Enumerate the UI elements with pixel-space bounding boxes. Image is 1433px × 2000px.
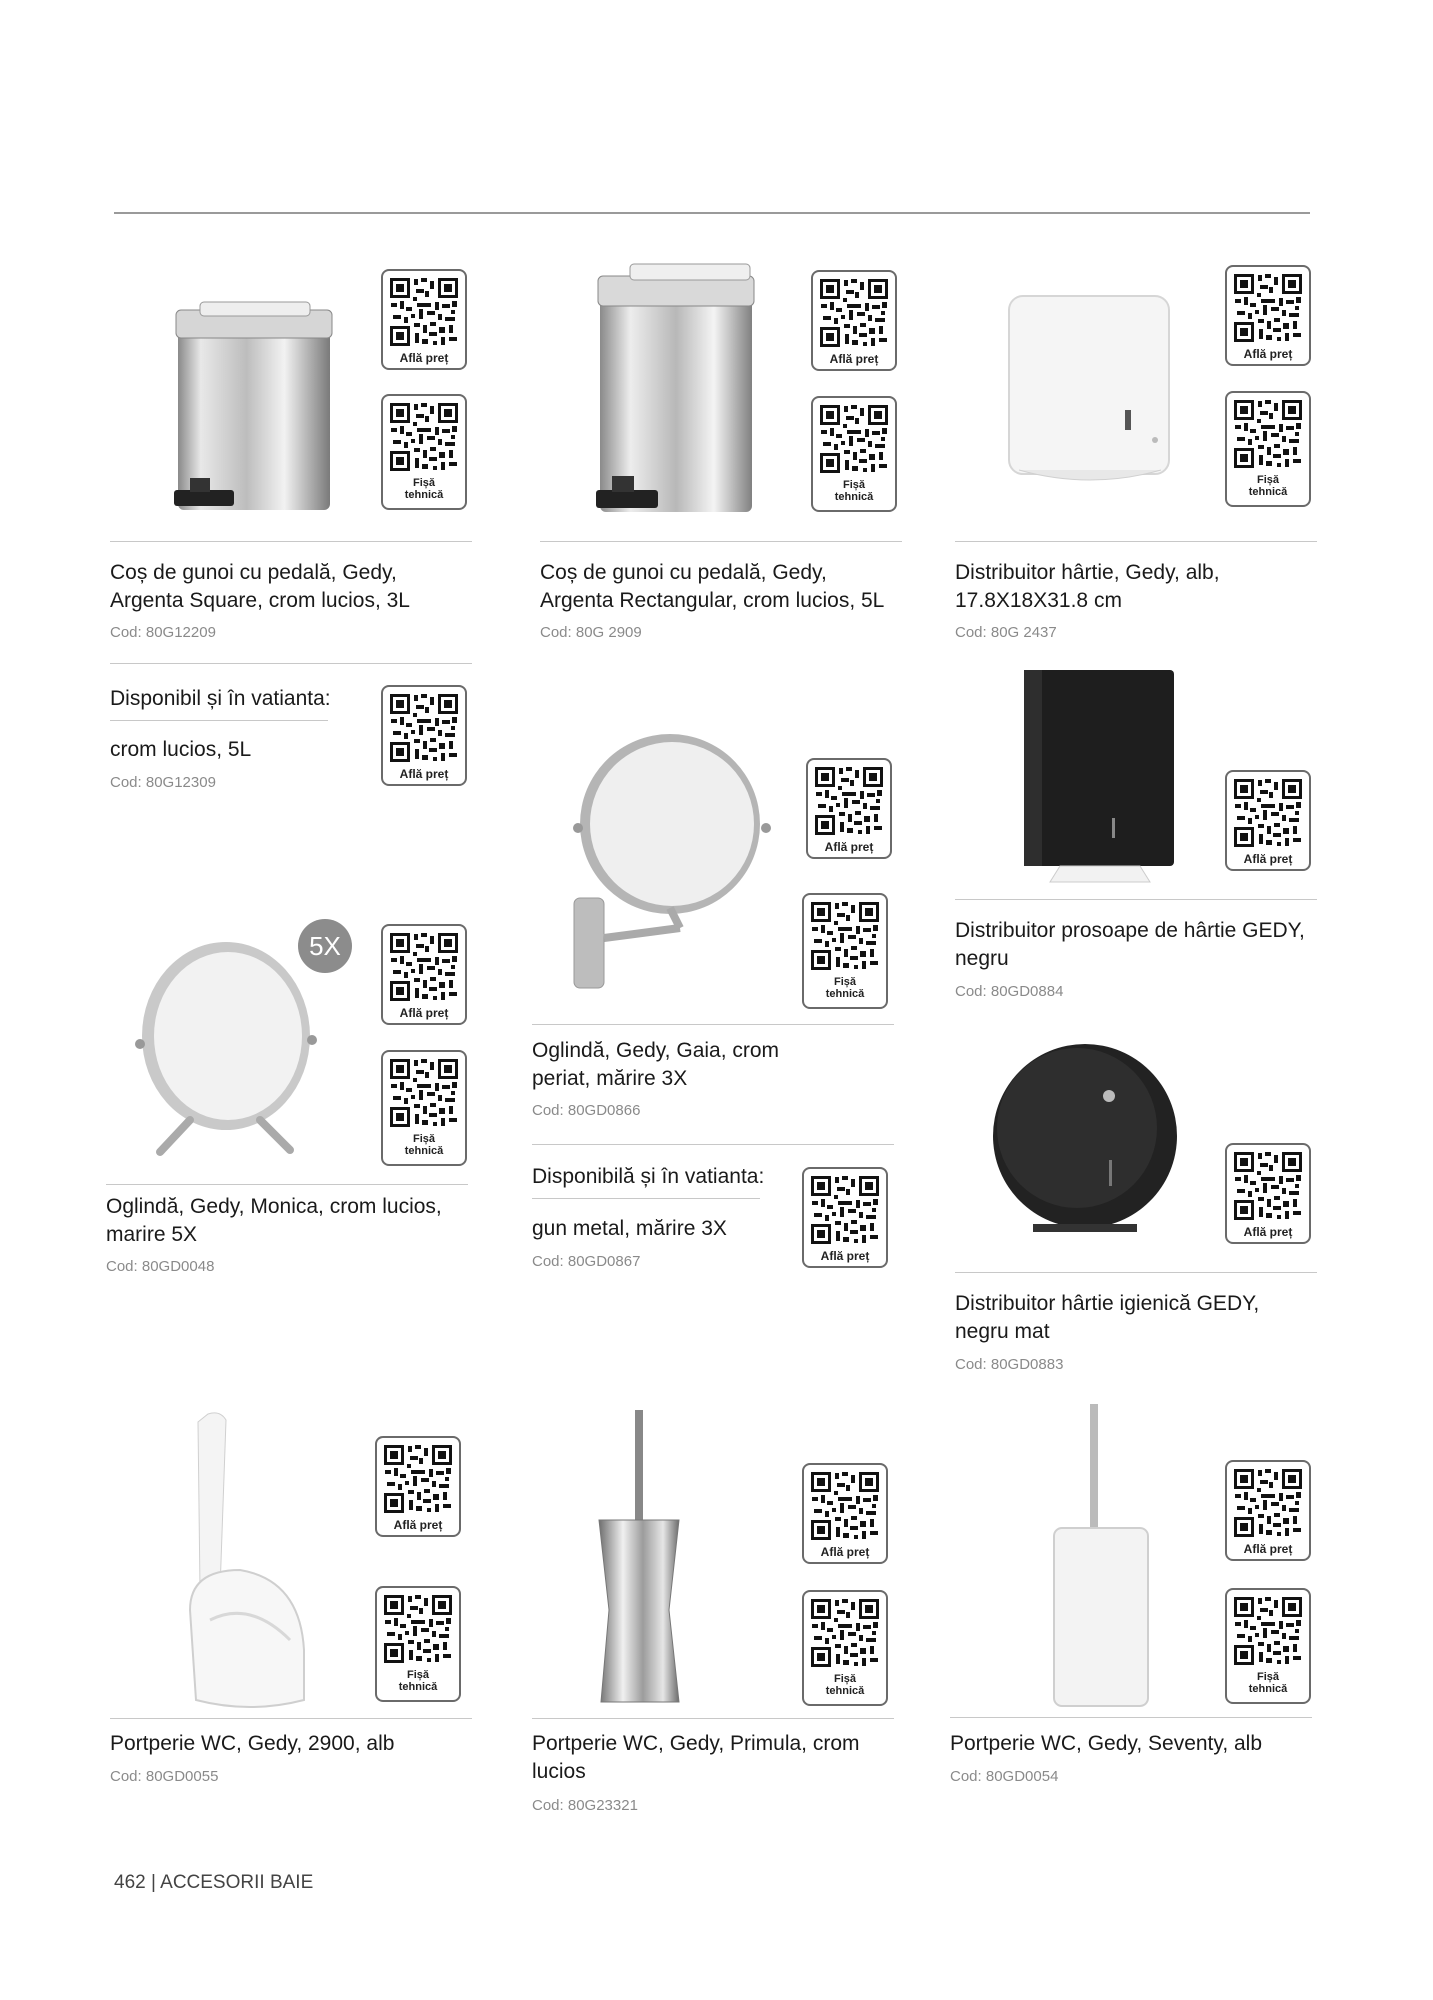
qr-price-code[interactable] [1225, 1460, 1311, 1561]
qr-price-code[interactable] [381, 924, 467, 1025]
divider [955, 1272, 1317, 1273]
divider [110, 1718, 472, 1719]
qr-price-label: Află preț [1243, 347, 1293, 361]
divider [540, 541, 902, 542]
qr-technical-sheet[interactable] [375, 1586, 461, 1702]
qr-price-code[interactable] [381, 685, 467, 786]
product-title: Portperie WC, Gedy, Primula, crom lucios [532, 1732, 860, 1783]
qr-sheet-label-2: tehnică [404, 489, 444, 501]
divider [106, 1184, 468, 1185]
qr-technical-sheet[interactable] [1225, 391, 1311, 507]
qr-sheet-label-2: tehnică [825, 988, 865, 1000]
qr-code-icon [819, 278, 889, 348]
qr-sheet-label-2: tehnică [404, 1145, 444, 1157]
qr-price-label: Află preț [399, 1006, 449, 1020]
magnification-badge: 5X [298, 919, 352, 973]
product-image-mirror-monica [120, 920, 320, 1160]
qr-price-code[interactable] [802, 1463, 888, 1564]
product-image-wc-brush-primula [595, 1410, 685, 1710]
product-code: Cod: 80GD0055 [110, 1768, 219, 1785]
qr-price-code[interactable] [1225, 265, 1311, 366]
qr-technical-sheet[interactable] [381, 1050, 467, 1166]
product-image-paper-dispenser-white [1005, 290, 1175, 490]
qr-code-icon [814, 766, 884, 836]
variant-code: Cod: 80G12309 [110, 774, 216, 791]
qr-price-code[interactable] [806, 758, 892, 859]
qr-sheet-label-1: Fișă [842, 479, 865, 491]
variant-code: Cod: 80GD0867 [532, 1253, 641, 1270]
product-title: Coș de gunoi cu pedală, Gedy, Argenta Rectangular, crom lucios, 5L [540, 561, 885, 612]
qr-code-icon [389, 1058, 459, 1128]
qr-price-code[interactable] [802, 1167, 888, 1268]
qr-technical-sheet[interactable] [381, 394, 467, 510]
qr-price-label: Află preț [393, 1518, 443, 1532]
qr-price-label: Află preț [1243, 852, 1293, 866]
qr-price-code[interactable] [1225, 1143, 1311, 1244]
divider [955, 899, 1317, 900]
product-code: Cod: 80GD0866 [532, 1102, 641, 1119]
qr-sheet-label-2: tehnică [834, 491, 874, 503]
qr-code-icon [1233, 1151, 1303, 1221]
qr-price-label: Află preț [399, 767, 449, 781]
product-image-wc-brush-2900 [180, 1410, 320, 1720]
qr-code-icon [810, 1471, 880, 1541]
top-rule [114, 212, 1310, 214]
qr-sheet-label-1: Fișă [1256, 1671, 1279, 1683]
product-image-trash-bin-square [170, 300, 340, 520]
product-code: Cod: 80G 2437 [955, 624, 1057, 641]
divider [110, 663, 472, 664]
qr-code-icon [819, 404, 889, 474]
qr-code-icon [389, 693, 459, 763]
product-title: Oglindă, Gedy, Monica, crom lucios, marire 5X [106, 1195, 442, 1246]
qr-technical-sheet[interactable] [802, 893, 888, 1009]
variant-heading: Disponibilă și în vatianta: [532, 1165, 765, 1188]
qr-sheet-label-1: Fișă [1256, 474, 1279, 486]
qr-sheet-label-1: Fișă [833, 976, 856, 988]
product-title: Distribuitor hârtie, Gedy, alb, 17.8X18X31.8 cm [955, 561, 1220, 612]
product-image-towel-dispenser-black [1020, 668, 1180, 888]
product-image-mirror-gaia [560, 728, 800, 998]
qr-code-icon [1233, 273, 1303, 343]
qr-sheet-label-2: tehnică [1248, 1683, 1288, 1695]
qr-price-label: Află preț [829, 352, 879, 366]
qr-price-code[interactable] [811, 270, 897, 371]
qr-code-icon [1233, 399, 1303, 469]
divider-short [110, 720, 328, 721]
product-code: Cod: 80GD0883 [955, 1356, 1064, 1373]
product-code: Cod: 80GD0048 [106, 1258, 215, 1275]
divider [110, 541, 472, 542]
qr-sheet-label-1: Fișă [412, 1133, 435, 1145]
qr-sheet-label-1: Fișă [406, 1669, 429, 1681]
qr-sheet-label-2: tehnică [825, 1685, 865, 1697]
product-code: Cod: 80G 2909 [540, 624, 642, 641]
qr-price-label: Află preț [399, 351, 449, 365]
product-code: Cod: 80GD0054 [950, 1768, 1059, 1785]
product-title: Portperie WC, Gedy, 2900, alb [110, 1732, 395, 1755]
product-code: Cod: 80G23321 [532, 1797, 638, 1814]
product-image-trash-bin-rectangular [590, 262, 770, 522]
qr-technical-sheet[interactable] [811, 396, 897, 512]
qr-technical-sheet[interactable] [1225, 1588, 1311, 1704]
qr-price-label: Află preț [1243, 1542, 1293, 1556]
qr-code-icon [810, 1175, 880, 1245]
qr-code-icon [1233, 1596, 1303, 1666]
qr-price-code[interactable] [375, 1436, 461, 1537]
variant-name: crom lucios, 5L [110, 738, 252, 761]
product-title: Coș de gunoi cu pedală, Gedy, Argenta Square, crom lucios, 3L [110, 561, 410, 612]
qr-sheet-label-1: Fișă [833, 1673, 856, 1685]
divider [532, 1144, 894, 1145]
product-image-toilet-paper-dispenser-black [985, 1040, 1185, 1240]
qr-price-label: Află preț [1243, 1225, 1293, 1239]
divider [950, 1717, 1312, 1718]
qr-code-icon [810, 1598, 880, 1668]
qr-sheet-label-2: tehnică [1248, 486, 1288, 498]
qr-price-label: Află preț [820, 1249, 870, 1263]
variant-name: gun metal, mărire 3X [532, 1217, 727, 1240]
product-title: Portperie WC, Gedy, Seventy, alb [950, 1732, 1263, 1755]
qr-code-icon [389, 402, 459, 472]
variant-heading: Disponibil și în vatianta: [110, 687, 331, 710]
page-footer: 462 | ACCESORII BAIE [114, 1872, 314, 1893]
qr-price-code[interactable] [1225, 770, 1311, 871]
product-title: Oglindă, Gedy, Gaia, crom periat, mărire 3X [532, 1039, 780, 1090]
qr-code-icon [389, 932, 459, 1002]
qr-code-icon [810, 901, 880, 971]
product-title: Distribuitor prosoape de hârtie GEDY, negru [955, 919, 1305, 970]
qr-code-icon [389, 277, 459, 347]
qr-price-label: Află preț [820, 1545, 870, 1559]
qr-code-icon [383, 1444, 453, 1514]
qr-code-icon [1233, 1468, 1303, 1538]
divider-short [532, 1198, 760, 1199]
qr-price-code[interactable] [381, 269, 467, 370]
divider [532, 1718, 894, 1719]
qr-price-label: Află preț [824, 840, 874, 854]
qr-code-icon [1233, 778, 1303, 848]
qr-code-icon [383, 1594, 453, 1664]
product-image-wc-brush-seventy [1050, 1404, 1160, 1714]
qr-technical-sheet[interactable] [802, 1590, 888, 1706]
qr-sheet-label-1: Fișă [412, 477, 435, 489]
product-title: Distribuitor hârtie igienică GEDY, negru mat [955, 1292, 1260, 1343]
product-code: Cod: 80G12209 [110, 624, 216, 641]
product-code: Cod: 80GD0884 [955, 983, 1064, 1000]
divider [532, 1024, 894, 1025]
qr-sheet-label-2: tehnică [398, 1681, 438, 1693]
divider [955, 541, 1317, 542]
